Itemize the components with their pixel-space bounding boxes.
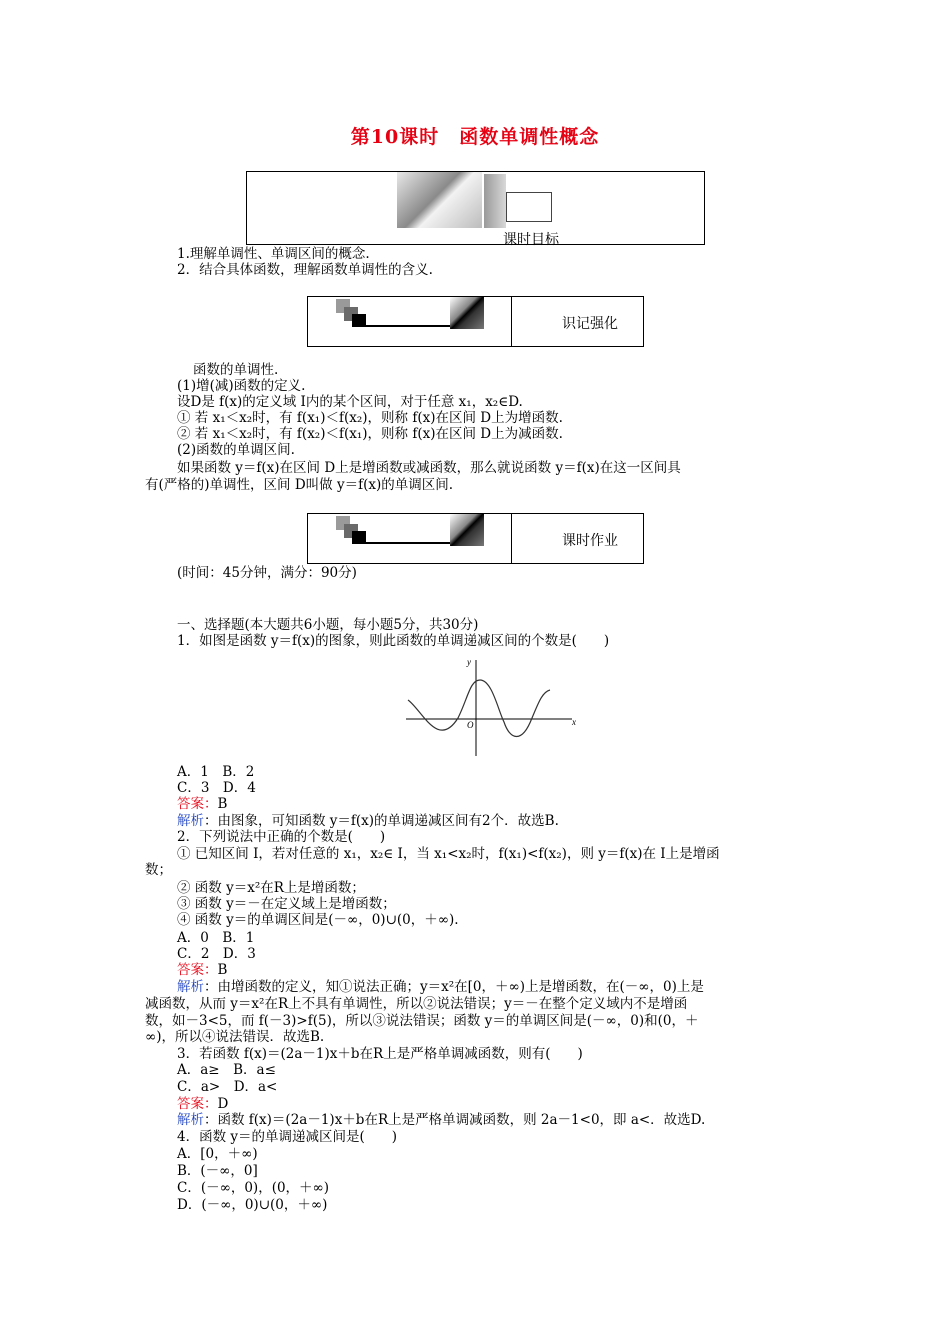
text-line: 1.理解单调性、单调区间的概念. (177, 246, 370, 262)
answer-value: D (217, 1096, 229, 1112)
curve (408, 680, 550, 737)
text-line: (时间：45分钟，满分：90分) (177, 565, 357, 581)
analysis-label: 解析 (177, 1112, 204, 1128)
text-line: D．(－∞，0)∪(0，＋∞) (177, 1197, 328, 1213)
text-line: C．(－∞，0)，(0，＋∞) (177, 1180, 330, 1196)
analysis-label: 解析 (177, 813, 204, 829)
section-diagonal-image (450, 297, 484, 329)
text-line: A．[0，＋∞) (177, 1146, 258, 1162)
origin-label: O (467, 720, 474, 730)
text-line: 设D是 f(x)的定义域 I内的某个区间，对于任意 x₁，x₂∈D. (177, 394, 523, 410)
answer-line (177, 962, 227, 978)
text-line: C．3 D．4 (177, 780, 256, 796)
answer-line (177, 1096, 228, 1112)
text-line: 2．下列说法中正确的个数是( ) (177, 829, 386, 845)
text-line: C．a> D．a< (177, 1079, 278, 1095)
analysis-line: 解析：由增函数的定义，知①说法正确；y＝x²在[0，＋∞)上是增函数，在(－∞，0)上是 (177, 979, 704, 995)
text-line: B．(－∞，0] (177, 1163, 258, 1179)
text-line: (2)函数的单调区间. (177, 442, 295, 458)
answer-line (177, 796, 227, 812)
function-graph (400, 652, 585, 757)
text-line: ④ 函数 y＝的单调区间是(－∞，0)∪(0，＋∞). (177, 912, 459, 928)
text-line: ∞)，所以④说法错误．故选B. (145, 1029, 325, 1045)
text-line: ① 若 x₁＜x₂时，有 f(x₁)＜f(x₂)，则称 f(x)在区间 D上为增函数. (177, 410, 563, 426)
text-line: (1)增(减)函数的定义. (177, 378, 306, 394)
analysis-line: 解析：函数 f(x)＝(2a－1)x＋b在R上是严格单调减函数，则 2a－1<0，即 a<．故选D. (177, 1112, 706, 1128)
analysis-line: 解析：由图象，可知函数 y＝f(x)的单调递减区间有2个．故选B. (177, 813, 559, 829)
header-gray-block (484, 174, 506, 228)
header-box (246, 171, 705, 248)
text-line: ② 函数 y＝x²在R上是增函数； (177, 880, 365, 896)
answer-label: 答案： (177, 796, 218, 812)
page-title: 第10课时 函数单调性概念 (350, 126, 600, 148)
text-line: ② 若 x₁＜x₂时，有 f(x₂)＜f(x₁)，则称 f(x)在区间 D上为减函数. (177, 426, 563, 442)
text-line: ③ 函数 y＝－在定义域上是增函数； (177, 896, 396, 912)
header-box-label: 课时目标 (503, 232, 559, 248)
section-label-homework: 课时作业 (562, 533, 618, 549)
section-divider (511, 297, 512, 346)
text-line: 如果函数 y＝f(x)在区间 D上是增函数或减函数，那么就说函数 y＝f(x)在这一区间具 (177, 460, 681, 476)
answer-value: B (217, 962, 228, 978)
text-line: 一、选择题(本大题共6小题，每小题5分，共30分) (177, 617, 479, 633)
section-underline-bar (366, 325, 450, 327)
text-line: 有(严格的)单调性，区间 D叫做 y＝f(x)的单调区间. (145, 477, 454, 493)
text-line: 1．如图是函数 y＝f(x)的图象，则此函数的单调递减区间的个数是( ) (177, 633, 610, 649)
text-line: 4．函数 y＝的单调递减区间是( ) (177, 1129, 398, 1145)
text-line: 函数的单调性. (193, 362, 279, 378)
answer-value: B (217, 796, 228, 812)
text-line: 3．若函数 f(x)＝(2a－1)x＋b在R上是严格单调减函数，则有( ) (177, 1046, 583, 1062)
answer-label: 答案： (177, 1096, 218, 1112)
text-line: 减函数，从而 y＝x²在R上不具有单调性，所以②说法错误；y＝－在整个定义域内不是增函 (145, 996, 688, 1012)
y-axis-label: y (467, 657, 471, 667)
text-line: A．a≥ B．a≤ (177, 1062, 276, 1078)
text-line: 数； (145, 862, 172, 878)
section-box-homework (307, 513, 644, 564)
section-label-memorize: 识记强化 (562, 316, 618, 332)
text-line: C．2 D．3 (177, 946, 256, 962)
header-small-box (506, 192, 552, 222)
answer-label: 答案： (177, 962, 218, 978)
text-line: A．1 B．2 (177, 764, 255, 780)
header-gradient-image (397, 172, 482, 228)
text-line: A．0 B．1 (177, 930, 255, 946)
section-diagonal-image (450, 514, 484, 546)
text-line: 2．结合具体函数，理解函数单调性的含义. (177, 262, 433, 278)
analysis-label: 解析 (177, 979, 204, 995)
text-line: 数，如－3<5，而 f(－3)>f(5)，所以③说法错误；函数 y＝的单调区间是(－∞，0)和(0，＋ (145, 1013, 699, 1029)
text-line: ① 已知区间 I，若对任意的 x₁，x₂∈ I，当 x₁<x₂时，f(x₁)<f(x₂)，则 y＝f(x)在 I上是增函 (177, 846, 720, 862)
section-box-memorize (307, 296, 644, 347)
x-axis-label: x (572, 717, 576, 727)
